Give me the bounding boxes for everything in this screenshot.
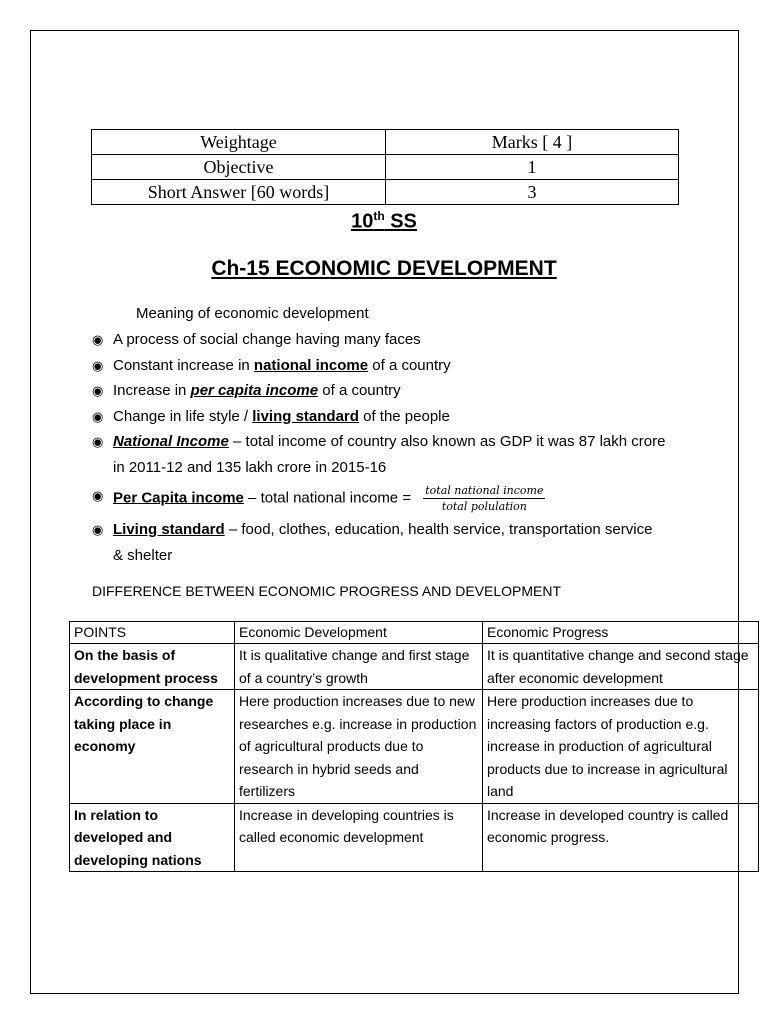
class-ordinal-suffix: th [373,209,385,223]
table-cell: On the basis of development process [70,644,235,690]
table-cell: Here production increases due to new researches e.g. increase in production of agricultural products due to research in hybrid seeds and fertilizers [235,690,483,804]
table-cell: Short Answer [60 words] [92,180,386,205]
table-header-row [70,622,759,644]
table-row [92,180,679,205]
list-item [92,483,692,514]
table-cell: Increase in developed country is called economic progress. [483,803,759,872]
point-text: Change in life style / [113,407,253,425]
table-cell: 3 [386,180,679,205]
weightage-table [91,129,679,205]
point-text: Constant increase in [113,356,254,374]
list-item [92,327,692,353]
table-row [70,690,759,804]
table-cell: Here production increases due to increasing factors of production e.g. increase in production of agricultural products due to increase in agricultural land [483,690,759,804]
point-text: Increase in [113,382,191,399]
table-cell: 1 [386,155,679,180]
table-cell: In relation to developed and developing nations [70,803,235,872]
point-text: A process of social change having many faces [113,331,421,348]
table-cell: Marks [ 4 ] [386,130,679,155]
table-cell: According to change taking place in economy [70,690,235,804]
table-row [70,644,759,690]
class-subject: SS [384,210,417,233]
column-header: Economic Development [235,622,483,644]
radio-bullet-icon: ◉ [92,357,104,373]
list-item [92,404,692,430]
point-keyword: Living standard [113,521,225,538]
radio-bullet-icon: ◉ [92,383,104,398]
table-cell: It is quantitative change and second stage after economic development [483,644,759,690]
point-text: of the people [358,407,450,425]
fraction [423,483,545,514]
fraction-numerator: total national income [425,484,544,497]
radio-bullet-icon: ◉ [92,332,104,347]
radio-bullet-icon: ◉ [92,434,104,449]
class-number: 10 [351,210,374,233]
point-text: – food, clothes, education, health service, transportation service & shelter [113,521,653,564]
class-title [0,209,768,234]
list-item [92,517,663,568]
radio-bullet-icon: ◉ [92,408,104,424]
points-list [92,327,692,568]
column-header: POINTS [70,622,235,644]
difference-heading: DIFFERENCE BETWEEN ECONOMIC PROGRESS AND DEVELOPMENT [92,583,562,599]
list-item [92,353,692,379]
table-cell: Increase in developing countries is called economic development [235,803,483,872]
chapter-title: Ch-15 ECONOMIC DEVELOPMENT [211,257,557,280]
table-row [92,155,679,180]
table-cell: It is qualitative change and first stage of a country’s growth [235,644,483,690]
point-keyword: national income [253,356,369,374]
list-item [92,378,692,404]
table-cell: Objective [92,155,386,180]
table-cell: Weightage [92,130,386,155]
point-keyword: Per Capita income [113,489,244,507]
radio-bullet-icon: ◉ [92,522,104,537]
difference-table [69,621,759,872]
point-keyword: National Income [113,433,229,450]
table-row [92,130,679,155]
point-text: of a country [318,382,401,399]
list-item [92,429,673,480]
point-keyword: per capita income [190,382,319,399]
column-header: Economic Progress [483,622,759,644]
table-row [70,803,759,872]
radio-bullet-icon: ◉ [92,488,104,503]
point-text: – total national income = [243,489,416,507]
fraction-denominator: total polulation [441,500,527,513]
meaning-heading: Meaning of economic development [136,305,369,322]
point-text: of a country [368,356,451,374]
point-keyword: living standard [252,407,359,425]
point-text: – total income of country also known as GDP it was 87 lakh crore in 2011-12 and 135 lakh crore in 2015-16 [113,433,666,476]
